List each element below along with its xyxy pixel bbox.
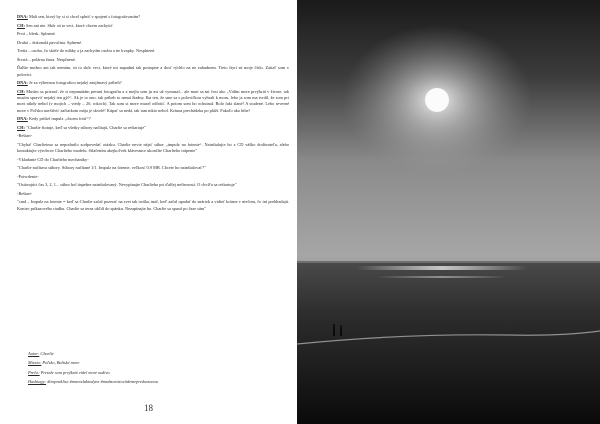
dialogue-text: Prvá – blesk. Splnené.: [17, 31, 56, 37]
dialogue-text: Štvrtá – polárna žiara. Nesplnené.: [17, 56, 76, 62]
dialogue-text: Sen ani nie. Skôr sú to veci, ktoré chcem zachytiť.: [24, 22, 114, 28]
dialogue-paragraph: [17, 65, 289, 78]
dialogue-paragraph: [17, 133, 289, 139]
caption-line-author: [28, 351, 288, 357]
speaker-label: DNA:: [17, 80, 28, 86]
dialogue-paragraph: [17, 40, 289, 46]
dialogue-text: "Charlie štotuje, keď sa všetky súbory načítajú, Charlie sa reštartuje": [24, 124, 146, 130]
sun-reflection-low: [377, 276, 507, 278]
dialogue-paragraph: [17, 165, 289, 171]
interview-text: [17, 14, 289, 214]
caption-value: Charlie: [39, 351, 54, 356]
caption-value: Poľsko, Baltské more: [41, 360, 80, 366]
caption-label: Miesto:: [28, 360, 42, 366]
caption-value: #tropneklise #mnevzlaktodyne #mrdzturistoviidemepredsezonou: [46, 379, 158, 385]
caption-line-place: [28, 360, 288, 366]
sea-photo: [297, 0, 600, 424]
caption-value: Pretože som prvýkrát videl more naživo.: [39, 369, 111, 375]
dialogue-text: "Chyba! Charlieima sa nepodarilo zodpovedať otázku. Charlie nevie nájsť súbor „impulz na fotenie“. Nainštalujte ho z CD vášho dodávateľa, alebo kontaktujte výrobcov Charlieho modelu. Stlačením akejkoľvek klávesnice ukončíte Charlieho trápenie": [17, 141, 289, 154]
dialogue-text: Druhá – dokonalá pavučina. Splnené.: [17, 39, 83, 45]
dialogue-text: Tretia – osoba, čo skáče do mláky a ja zachytím osobu a tie kvapky. Nesplnené.: [17, 48, 156, 54]
dialogue-paragraph: [17, 182, 289, 188]
dialogue-paragraph: [17, 174, 289, 180]
dialogue-text: Ďalšie možno ani tak nemám, sú to skôr veci, ktoré mi napadnú tak postupne a dosť rýchlo na ne zabudnem. Tieto štyri sú moje číslo. Zatiaľ som v polovici.: [17, 65, 289, 77]
dialogue-text: Musím sa priznať, že si nepamätám presnú fotografiu a z mejlu som ju asi už vymazal... ale mari sa mi čosi ako „Vidím more prvýkrát v živote, tak musím spraviť nejaký ten gýč“. Ak je to ono, tak príbeh to nemá žiadny. Iba ten, že sme sa s polovičkou vybrali k moru, lebo ja som ma tvrdil, že som pri mori nikdy nebol (v mojich – vtedy – 26. rokoch). Tak som si more musel odfotiť. A potom som ho ochutnal. Bolo fakt slané! A studené. Lebo severné more v Poľsku navštíviť začiatkom mája je skvelé! Kúpať sa nedá, tak tam nikto nebol. Krásna prechádzka po pláži. Fakaľo ako bibe!: [17, 88, 289, 113]
dialogue-text: Mali sen, ktorý by si si chcel splniť v spojení s fotografovaním?: [27, 14, 141, 19]
horizon-line: [297, 261, 600, 263]
caption-label: Hashtagy:: [28, 379, 47, 385]
dialogue-paragraph: [17, 116, 289, 122]
sun-reflection: [357, 266, 527, 270]
page-number: 18: [144, 403, 153, 413]
dialogue-paragraph: [17, 31, 289, 37]
dialogue-paragraph: [17, 142, 289, 155]
dialogue-paragraph: [17, 23, 289, 29]
speaker-label: CH:: [17, 88, 25, 94]
dialogue-text: Kedy prišiel impulz „chcem fotiť“?: [27, 116, 91, 122]
left-page: [0, 0, 297, 424]
caption-line-hashtags: [28, 379, 288, 385]
dialogue-text: -Reštart-: [17, 190, 33, 196]
dialogue-text: "Charlie načítava súbory. Súbory načítané 1/1. Impulz na fotenie, veľkosť 0,9 MB. Chcete ho nainštalovať?": [17, 165, 206, 171]
sea-photo-image: [297, 0, 600, 424]
dialogue-text: -Potvrdenie-: [17, 173, 39, 179]
dialogue-paragraph: [17, 80, 289, 86]
speaker-label: DNA:: [17, 116, 28, 122]
caption-label: Prečo:: [28, 369, 40, 375]
caption-line-why: [28, 370, 288, 376]
speaker-label: DNA:: [17, 14, 28, 19]
dialogue-paragraph: [17, 199, 289, 212]
dialogue-paragraph: [17, 48, 289, 54]
dialogue-text: -Vkladanie CD do Charlieho mechaniky-: [17, 156, 89, 162]
dialogue-paragraph: [17, 157, 289, 163]
dialogue-paragraph: [17, 14, 289, 20]
beach: [297, 331, 600, 424]
dialogue-paragraph: [17, 57, 289, 63]
dialogue-text: "Ostávajúci čas 3, 2, 1... súbor bol úspešne nainštalovaný. Nevypínajte Charlieho pri ďalšej nečinnosti. O chvíľu sa reštartuje": [17, 182, 237, 188]
dialogue-paragraph: [17, 89, 289, 114]
dialogue-text: Je za výhernou fotografiou nejaký zaujímavý príbeh?: [27, 80, 122, 86]
sun: [425, 88, 449, 112]
dialogue-paragraph: [17, 125, 289, 131]
speaker-label: CH:: [17, 124, 25, 130]
speaker-label: CH:: [17, 22, 25, 28]
photo-caption: [28, 351, 288, 389]
dialogue-text: "cmd – Impulz na fotenie = keď sa Charlie začal pozerať na svet tak trošku inač, keď začal upadať do snáriek a vidieť krásne v niečom, čo iní prehliadajú. Koniec príkazového riadku. Charlie sa teraz ukľdí do spánku. Nezapínajte ho. Charlie sa spustí po čase sám": [17, 199, 289, 211]
dialogue-paragraph: [17, 191, 289, 197]
dialogue-text: -Reštart-: [17, 133, 33, 139]
caption-label: Autor:: [28, 351, 40, 356]
